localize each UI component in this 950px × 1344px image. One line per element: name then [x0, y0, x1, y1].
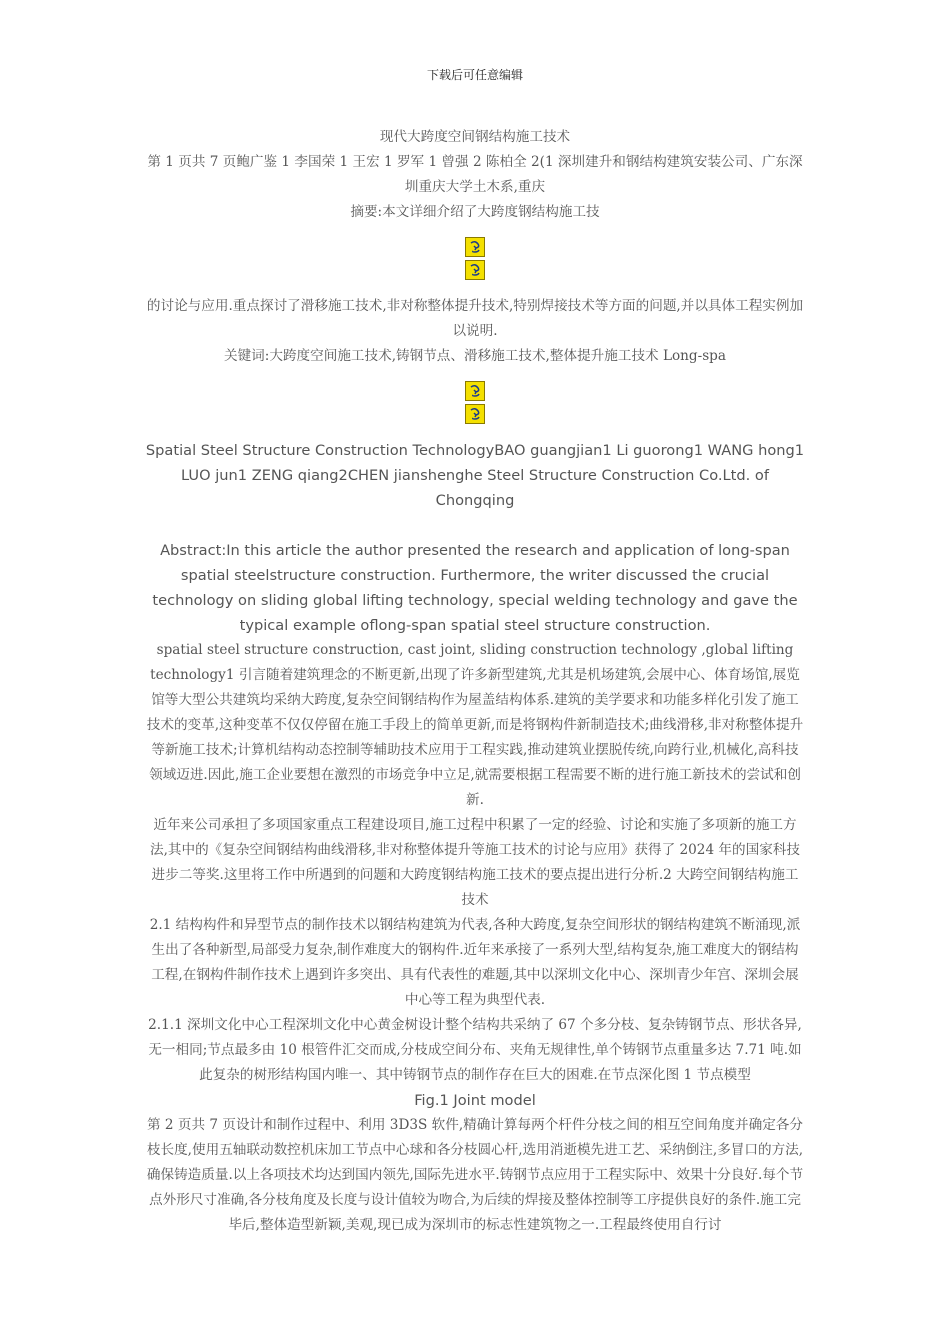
broken-image-icon — [465, 237, 485, 257]
broken-image-icon — [465, 381, 485, 401]
abstract-cn-continued: 的讨论与应用.重点探讨了滑移施工技术,非对称整体提升技术,特别焊接技术等方面的问题,并以具体工程实例加以说明. — [146, 298, 804, 339]
broken-image-icon — [465, 260, 485, 280]
section-1-intro: spatial steel structure construction, cast joint, sliding construction technology ,global lifting technology1 引言随着建筑理念的不断更新,出现了许多新型建筑,尤其是机场建筑,会展中心、体育场馆,展览馆等大型公共建筑均采纳大跨度,复杂空间钢结构作为屋盖结构体系.建筑的美学要求和功能多样化引发了施工技术的变革,这种变革不仅仅停留在施工手段上的简单更新,而是将钢构件新制造技术;曲线滑移,非对称整体提升等新施工技术;计算机结构动态控制等辅助技术应用于工程实践,推动建筑业摆脱传统,向跨行业,机械化,高科技领域迈进.因此,施工企业要想在激烈的市场竞争中立足,就需要根据工程需要不断的进行施工新技术的尝试和创新. — [146, 642, 804, 808]
paragraph-2-1-1: 2.1.1 深圳文化中心工程深圳文化中心黄金树设计整个结构共采纳了 67 个多分枝、复杂铸钢节点、形状各异,无一相同;节点最多由 10 根管件汇交而成,分枝成空间分布、夹角无规律性,单个铸钢节点重量多达 7.71 吨.如此复杂的树形结构国内唯一、其中铸钢节点的制作存在巨大的困难.在节点深化图 1 节点模型 — [148, 1017, 802, 1083]
keywords-cn: 关键词:大跨度空间施工技术,铸钢节点、滑移施工技术,整体提升施工技术 Long-spa — [224, 348, 726, 364]
broken-image-icon — [465, 404, 485, 424]
paragraph-2-1: 2.1 结构构件和异型节点的制作技术以钢结构建筑为代表,各种大跨度,复杂空间形状的钢结构建筑不断涌现,派生出了各种新型,局部受力复杂,制作难度大的钢构件.近年来承接了一系列大型,结构复杂,施工难度大的钢结构工程,在钢构件制作技术上遇到许多突出、具有代表性的难题,其中以深圳文化中心、深圳青少年宫、深圳会展中心等工程为典型代表. — [149, 917, 801, 1008]
abstract-cn-start: 摘要:本文详细介绍了大跨度钢结构施工技 — [350, 204, 600, 220]
figure-caption: Fig.1 Joint model — [414, 1092, 536, 1109]
paragraph-2: 近年来公司承担了多项国家重点工程建设项目,施工过程中积累了一定的经验、讨论和实施了多项新的施工方法,其中的《复杂空间钢结构曲线滑移,非对称整体提升等施工技术的讨论与应用》获得了 2024 年的国家科技进步二等奖.这里将工作中所遇到的问题和大跨度钢结构施工技术的要点提出进行分析.2 大跨空间钢结构施工技术 — [149, 817, 800, 908]
broken-image-group-2 — [145, 381, 805, 424]
abstract-en: Abstract:In this article the author presented the research and application of long-span spatial steelstructure construction. Furthermore, the writer discussed the crucial technology on sliding global lifting technology, special welding technology and gave the typical example oflong-span spatial steel structure construction. — [152, 542, 798, 634]
paragraph-page-2: 第 2 页共 7 页设计和制作过程中、利用 3D3S 软件,精确计算每两个杆件分枝之间的相互空间角度并确定各分枝长度,使用五轴联动数控机床加工节点中心球和各分枝圆心杆,选用消逝模先进工艺、采纳倒注,多冒口的方法,确保铸造质量.以上各项技术均达到国内领先,国际先进水平.铸钢节点应用于工程实际中、效果十分良好.每个节点外形尺寸准确,各分枝角度及长度与设计值较为吻合,为后续的焊接及整体控制等工序提供良好的条件.施工完毕后,整体造型新颖,美观,现已成为深圳市的标志性建筑物之一.工程最终使用自行讨 — [146, 1117, 804, 1233]
author-line: 第 1 页共 7 页鲍广鉴 1 李国荣 1 王宏 1 罗军 1 曾强 2 陈柏全 2(1 深圳建升和钢结构建筑安装公司、广东深圳重庆大学土木系,重庆 — [147, 154, 803, 195]
page-header-note: 下载后可任意编辑 — [426, 68, 523, 82]
document-body — [145, 125, 805, 1238]
broken-image-group-1 — [145, 237, 805, 280]
doc-title: 现代大跨度空间钢结构施工技术 — [379, 129, 571, 145]
english-title-authors: Spatial Steel Structure Construction TechnologyBAO guangjian1 Li guorong1 WANG hong1 LUO jun1 ZENG qiang2CHEN jianshenghe Steel Structure Construction Co.Ltd. of Chongqing — [145, 442, 805, 509]
